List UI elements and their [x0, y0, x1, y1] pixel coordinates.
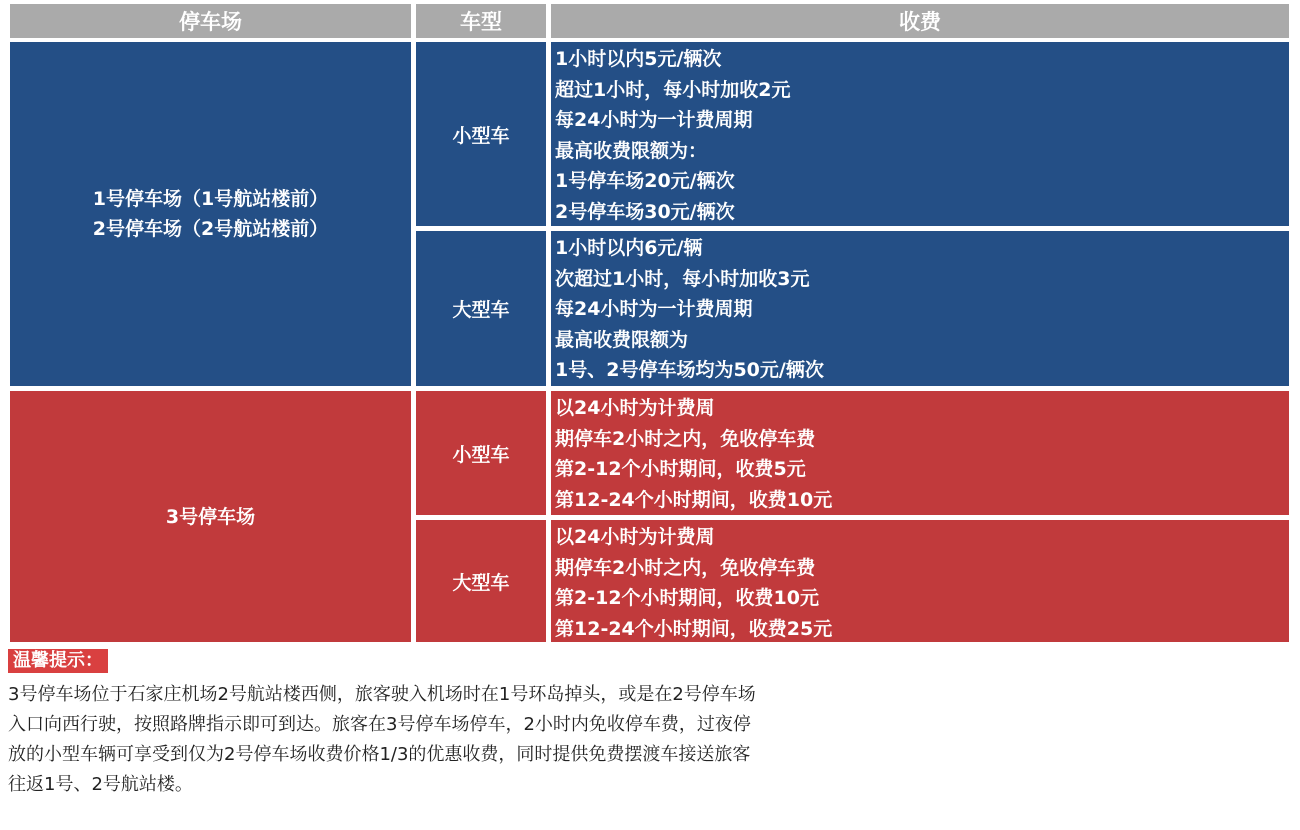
lot-name-2: 2号停车场（2号航站楼前）: [92, 218, 329, 240]
fee-line: 最高收费限额为：: [555, 139, 708, 162]
tip-line: 往返1号、2号航站楼。: [8, 774, 193, 795]
vehicle-type-large-lot-3: [416, 520, 546, 642]
vehicle-type-label: 小型车: [452, 124, 510, 147]
header-parking-lot: 停车场: [10, 4, 411, 38]
tip-line: 入口向西行驶，按照路牌指示即可到达。旅客在3号停车场停车，2小时内免收停车费，过夜停: [8, 714, 751, 735]
fee-line: 1小时以内6元/辆: [555, 237, 703, 259]
vehicle-type-large-lot-1-2: [416, 231, 546, 386]
fee-cell-large-lot-1-2: [551, 231, 1289, 386]
fee-line: 2号停车场30元/辆次: [555, 200, 735, 223]
tip-line: 放的小型车辆可享受到仅为2号停车场收费价格1/3的优惠收费，同时提供免费摆渡车接送旅客: [8, 744, 751, 765]
fee-line: 每24小时为一计费周期: [555, 298, 753, 320]
fee-line: 第12-24个小时期间，收费10元: [555, 488, 833, 511]
fee-line: 以24小时为计费周: [555, 397, 715, 419]
vehicle-type-small-lot-1-2: [416, 42, 546, 226]
fee-cell-small-lot-1-2: [551, 42, 1289, 226]
fee-cell-small-lot-3: [551, 391, 1289, 515]
fee-line: 第2-12个小时期间，收费5元: [555, 458, 806, 480]
lot-name-cell-1-2: [10, 42, 411, 386]
header-fee: 收费: [551, 4, 1289, 38]
lot-name-1: 1号停车场（1号航站楼前）: [92, 188, 329, 210]
tip-line: 3号停车场位于石家庄机场2号航站楼西侧，旅客驶入机场时在1号环岛掉头，或是在2号停车场: [8, 684, 756, 705]
vehicle-type-label: 大型车: [452, 571, 510, 594]
lot-name-3: 3号停车场: [165, 505, 256, 528]
fee-line: 次超过1小时，每小时加收3元: [555, 267, 810, 290]
fee-line: 以24小时为计费周: [555, 526, 715, 548]
fee-cell-large-lot-3: [551, 520, 1289, 642]
fee-line: 每24小时为一计费周期: [555, 109, 753, 131]
fee-line: 期停车2小时之内，免收停车费: [555, 427, 816, 450]
vehicle-type-small-lot-3: [416, 391, 546, 515]
fee-line: 1号停车场20元/辆次: [555, 170, 735, 192]
header-vehicle-type: 车型: [416, 4, 546, 38]
vehicle-type-label: 小型车: [452, 443, 510, 466]
tip-body: [8, 680, 893, 800]
fee-line: 期停车2小时之内，免收停车费: [555, 556, 816, 579]
fee-line: 最高收费限额为: [555, 328, 689, 351]
lot-name-cell-3: [10, 391, 411, 642]
fee-line: 超过1小时，每小时加收2元: [555, 78, 791, 101]
fee-line: 1小时以内5元/辆次: [555, 48, 722, 70]
fee-line: 第12-24个小时期间，收费25元: [555, 617, 833, 640]
fee-line: 1号、2号停车场均为50元/辆次: [555, 359, 824, 381]
tip-label: 温馨提示：: [8, 649, 108, 673]
fee-line: 第2-12个小时期间，收费10元: [555, 587, 819, 609]
vehicle-type-label: 大型车: [452, 299, 510, 321]
